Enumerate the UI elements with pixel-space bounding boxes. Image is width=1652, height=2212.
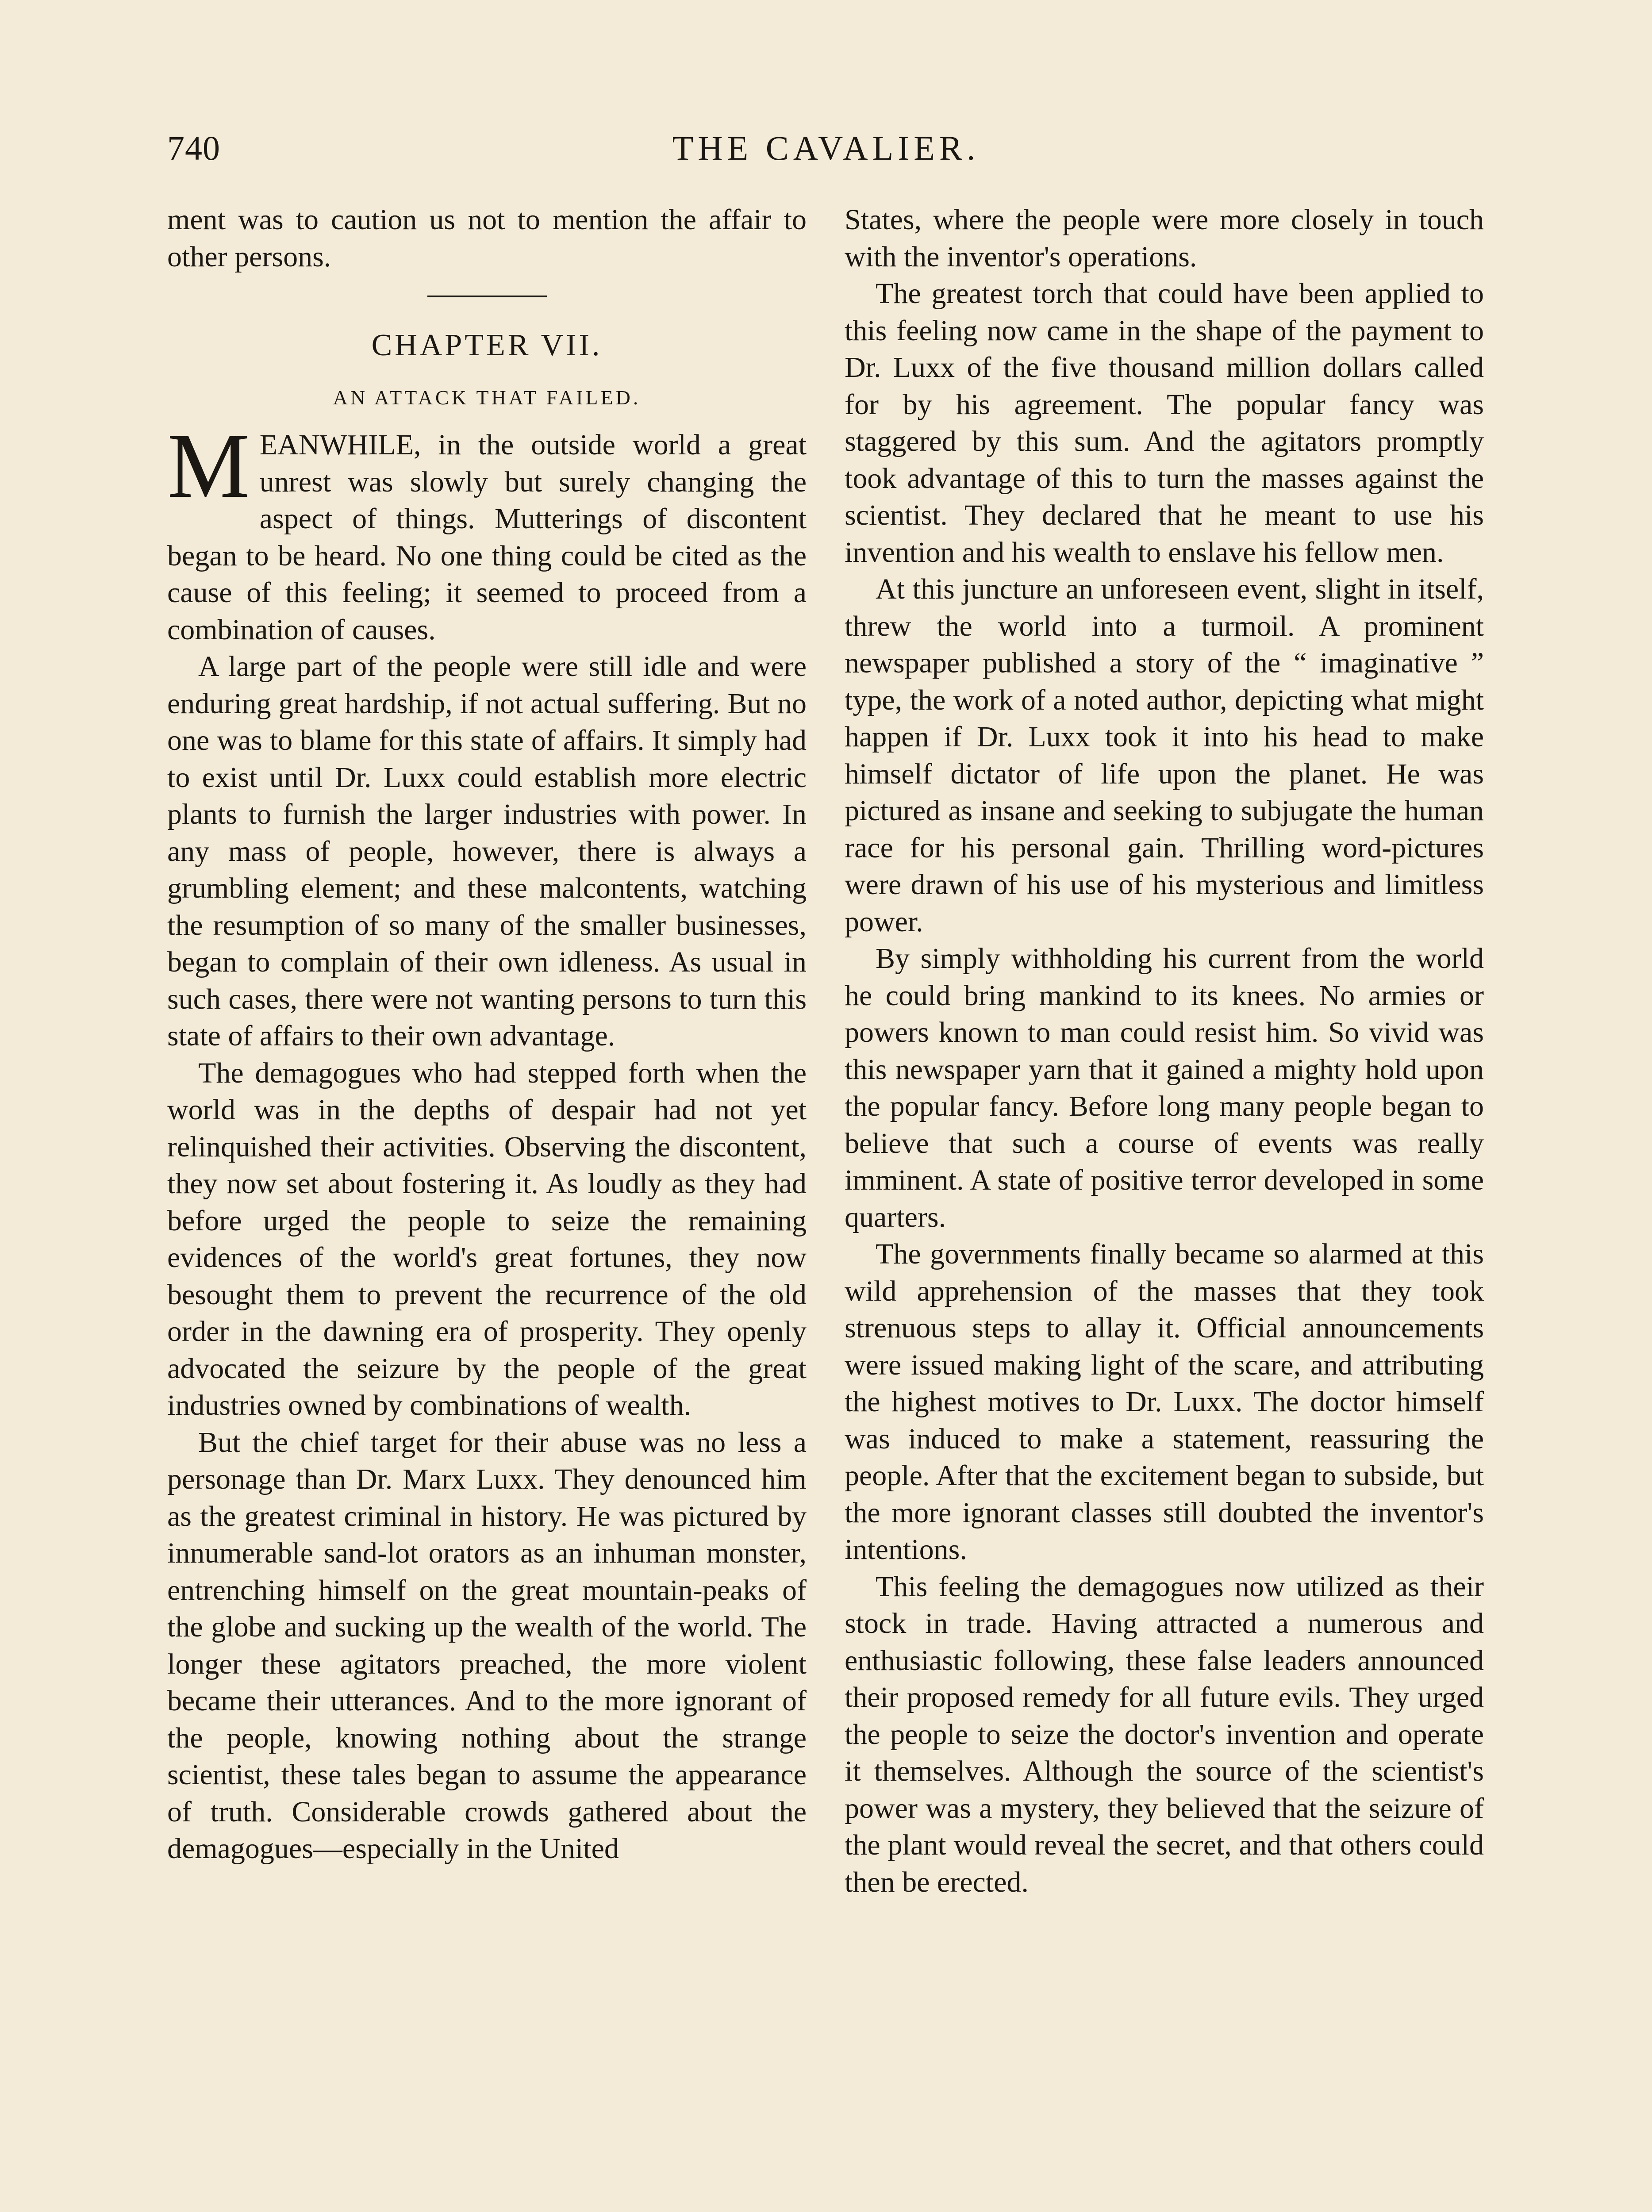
chapter-subtitle: AN ATTACK THAT FAILED.	[333, 386, 641, 409]
paragraph: But the chief target for their abuse was no less a personage than Dr. Marx Luxx. They denounced him as the greatest criminal in history. He was pictured by innumerable sand-lot orators as an inhuman monster, entrenching himself on the great mountain-peaks of the globe and sucking up the wealth of the world. The longer these agitators preached, the more violent became their utterances. And to the more ignorant of the people, knowing nothing about the strange scientist, these tales began to assume the appearance of truth. Considerable crowds gathered about the demagogues—especially in the United	[167, 1426, 807, 1865]
left-column	[167, 201, 807, 2212]
page-number: 740	[167, 129, 220, 167]
drop-cap: M	[167, 415, 250, 517]
page-header	[167, 128, 1485, 177]
paragraph: A large part of the people were still idle and were enduring great hardship, if not actual suffering. But no one was to blame for this state of affairs. It simply had to exist until Dr. Luxx could establish more electric plants to furnish the larger industries with power. In any mass of people, however, there is always a grumbling element; and these malcontents, watching the resumption of so many of the smaller businesses, began to complain of their own idleness. As usual in such cases, there were not wanting persons to turn this state of affairs to their own advantage.	[167, 650, 807, 1052]
paragraph: This feeling the demagogues now utilized as their stock in trade. Having attracted a numerous and enthusiastic following, these false leaders announced their proposed remedy for all future evils. They urged the people to seize the doctor's invention and operate it themselves. Although the source of the scientist's power was a mystery, they believed that the seizure of the plant would reveal the secret, and that others could then be erected.	[845, 1570, 1484, 1898]
paragraph: States, where the people were more closely in touch with the inventor's operations.	[845, 204, 1484, 273]
chapter-title: CHAPTER VII.	[371, 328, 603, 362]
paragraph: The greatest torch that could have been applied to this feeling now came in the shape of the payment to Dr. Luxx of the five thousand million dollars called for by his agreement. The popular fancy was staggered by this sum. And the agitators promptly took advantage of this to turn the masses against the scientist. They declared that he meant to use his invention and his wealth to enslave his fellow men.	[845, 277, 1484, 568]
opening-paragraph-text: EANWHILE, in the outside world a great unrest was slowly but surely changing the aspect of things. Mutterings of discontent began to be heard. No one thing could be cited as the cause of this feeling; it seemed to proceed from a combination of causes.	[167, 429, 807, 646]
paragraph: ment was to caution us not to mention the affair to other persons.	[167, 204, 807, 273]
paragraph: By simply withholding his current from the world he could bring mankind to its knees. No armies or powers known to man could resist him. So vivid was this newspaper yarn that it gained a mighty hold upon the popular fancy. Before long many people began to believe that such a course of events was really imminent. A state of positive terror developed in some quarters.	[845, 942, 1484, 1233]
article-body	[167, 201, 1484, 2212]
right-column	[845, 201, 1484, 2212]
opening-paragraph	[167, 415, 807, 648]
section-divider	[427, 296, 547, 297]
paragraph: The demagogues who had stepped forth when the world was in the depths of despair had not yet relinquished their activities. Observing the discontent, they now set about fostering it. As loudly as they had before urged the people to seize the remaining evidences of the world's great fortunes, they now besought them to prevent the recurrence of the old order in the dawning era of prosperity. They openly advocated the seizure by the people of the great industries owned by combinations of wealth.	[167, 1056, 807, 1421]
paragraph: At this juncture an unforeseen event, slight in itself, threw the world into a turmoil. A prominent newspaper published a story of the “ imaginative ” type, the work of a noted author, depicting what might happen if Dr. Luxx took it into his head to make himself dictator of life upon the planet. He was pictured as insane and seeking to subjugate the human race for his personal gain. Thrilling word-pictures were drawn of his use of his mysterious and limitless power.	[845, 573, 1484, 938]
paragraph: The governments finally became so alarmed at this wild apprehension of the masses that they took strenuous steps to allay it. Official announcements were issued making light of the scare, and attributing the highest motives to Dr. Luxx. The doctor himself was induced to make a statement, reassuring the people. After that the excitement began to subside, but the more ignorant classes still doubted the inventor's intentions.	[845, 1238, 1484, 1566]
running-title: THE CAVALIER.	[672, 129, 980, 167]
